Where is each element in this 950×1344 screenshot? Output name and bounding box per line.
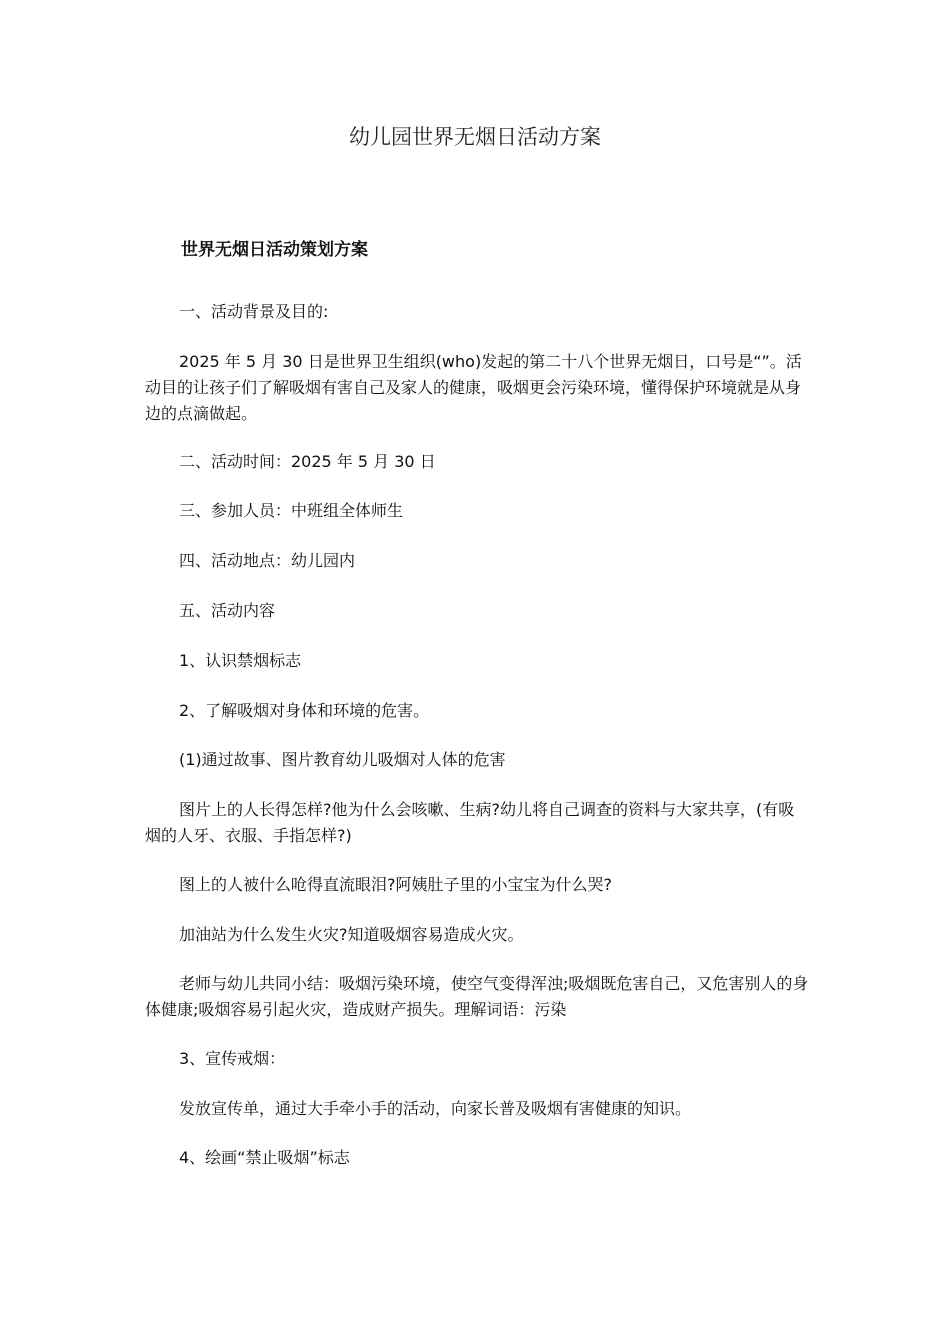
paragraph-picture-questions: 图片上的人长得怎样?他为什么会咳嗽、生病?幼儿将自己调查的资料与大家共享，(有吸烟的人牙、衣服、手指怎样?) [145,800,795,845]
paragraph-location: 四、活动地点：幼儿园内 [179,551,356,570]
section-heading: 世界无烟日活动策划方案 [181,240,368,260]
document-title: 幼儿园世界无烟日活动方案 [349,125,601,149]
paragraph-content-heading: 五、活动内容 [179,601,276,620]
paragraph-activity-time: 二、活动时间：2025 年 5 月 30 日 [179,452,436,471]
paragraph-leaflets: 发放宣传单，通过大手牵小手的活动，向家长普及吸烟有害健康的知识。 [179,1099,692,1118]
paragraph-item-3: 3、宣传戒烟： [179,1049,286,1068]
paragraph-summary: 老师与幼儿共同小结：吸烟污染环境，使空气变得浑浊;吸烟既危害自己，又危害别人的身体健康;吸烟容易引起火灾，造成财产损失。理解词语：污染 [145,974,809,1019]
paragraph-smoke-question: 图上的人被什么呛得直流眼泪?阿姨肚子里的小宝宝为什么哭? [179,875,612,894]
paragraph-item-4: 4、绘画“禁止吸烟”标志 [179,1148,350,1167]
paragraph-item-2-sub-1: (1)通过故事、图片教育幼儿吸烟对人体的危害 [179,750,506,769]
paragraph-background-body: 2025 年 5 月 30 日是世界卫生组织(who)发起的第二十八个世界无烟日，口号是“”。活动目的让孩子们了解吸烟有害自己及家人的健康，吸烟更会污染环境，懂得保护环境就是从身边的点滴做起。 [145,352,802,423]
paragraph-gas-station-question: 加油站为什么发生火灾?知道吸烟容易造成火灾。 [179,925,524,944]
paragraph-background-heading: 一、活动背景及目的: [179,302,329,321]
paragraph-item-2: 2、了解吸烟对身体和环境的危害。 [179,701,430,720]
paragraph-item-1: 1、认识禁烟标志 [179,651,302,670]
paragraph-participants: 三、参加人员：中班组全体师生 [179,501,404,520]
